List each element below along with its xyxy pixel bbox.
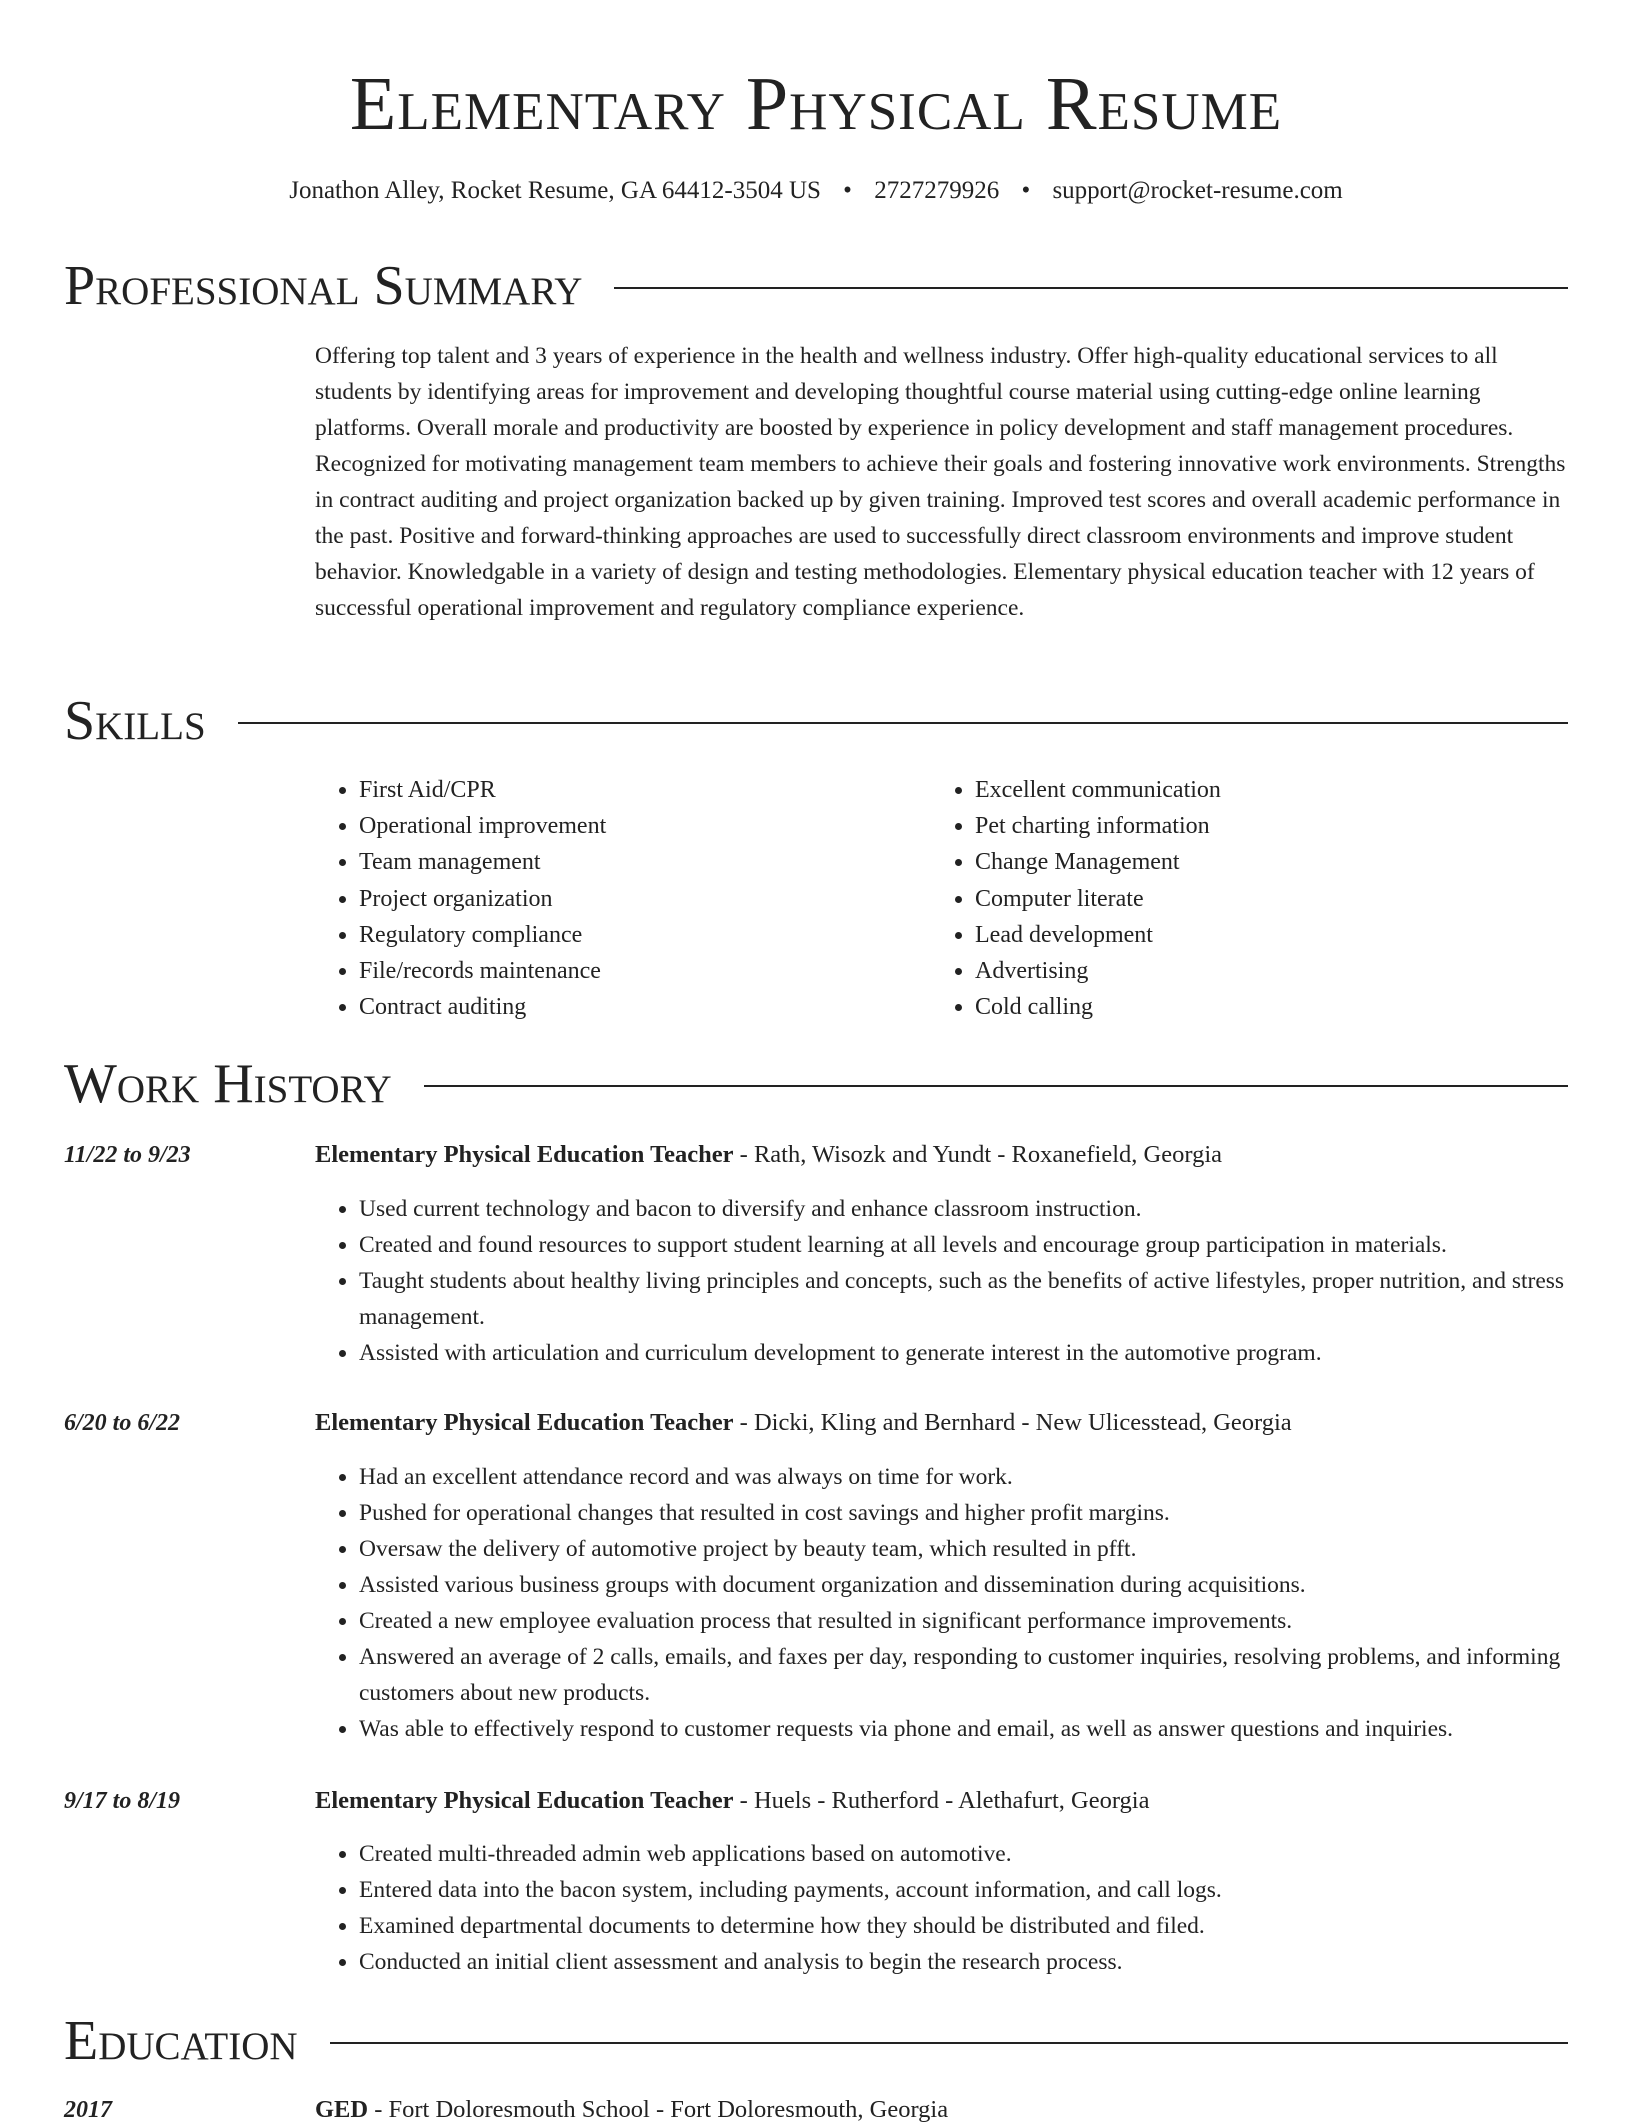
skill-item: • Regulatory compliance — [359, 917, 919, 953]
education-line — [315, 2092, 1575, 2128]
work-section-header — [64, 1052, 1568, 1116]
section-divider — [238, 722, 1568, 724]
job-dates: 6/20 to 6/22 — [64, 1410, 181, 1436]
job-employer: - Rath, Wisozk and Yundt - Roxanefield, Georgia — [733, 1141, 1223, 1168]
separator-dot: • — [843, 177, 852, 204]
job-bullets — [315, 1191, 1614, 1371]
skill-item: • First Aid/CPR — [359, 772, 919, 808]
resume-name: Elementary Physical Resume — [349, 62, 1283, 146]
job-dates: 9/17 to 8/19 — [64, 1788, 181, 1814]
work-heading: Work History — [64, 1053, 392, 1115]
section-divider — [424, 1085, 1568, 1087]
job-bullet: • Assisted various business groups with document organization and dissemination during acquisitions. — [359, 1567, 1614, 1603]
job-heading — [315, 1405, 1575, 1441]
skills-heading: Skills — [64, 690, 206, 752]
job-title: Elementary Physical Education Teacher — [315, 1787, 734, 1814]
skill-item: • Project organization — [359, 881, 919, 917]
skill-item: • Computer literate — [975, 881, 1575, 917]
job-bullet: • Assisted with articulation and curriculum development to generate interest in the automotive program. — [359, 1335, 1614, 1371]
skills-list-right — [931, 772, 1575, 1025]
skill-item: • File/records maintenance — [359, 953, 919, 989]
skill-item: • Pet charting information — [975, 808, 1575, 844]
job-heading — [315, 1137, 1575, 1173]
education-section-header — [64, 2009, 1568, 2073]
skill-item: • Excellent communication — [975, 772, 1575, 808]
skill-item: • Lead development — [975, 917, 1575, 953]
job-bullets — [315, 1836, 1614, 1980]
job-bullet: • Conducted an initial client assessment and analysis to begin the research process. — [359, 1944, 1614, 1980]
email: support@rocket-resume.com — [1052, 177, 1343, 204]
job-bullet: • Pushed for operational changes that resulted in cost savings and higher profit margins. — [359, 1495, 1614, 1531]
job-bullet: • Taught students about healthy living principles and concepts, such as the benefits of active lifestyles, proper nutrition, and stress management. — [359, 1263, 1614, 1335]
job-heading — [315, 1783, 1575, 1819]
job-dates: 11/22 to 9/23 — [64, 1142, 191, 1168]
job-bullet: • Entered data into the bacon system, including payments, account information, and call logs. — [359, 1872, 1614, 1908]
job-bullet: • Oversaw the delivery of automotive project by beauty team, which resulted in pfft. — [359, 1531, 1614, 1567]
job-bullet: • Was able to effectively respond to customer requests via phone and email, as well as answer questions and inquiries. — [359, 1711, 1614, 1747]
skill-item: • Change Management — [975, 844, 1575, 880]
education-degree: GED — [315, 2096, 369, 2123]
skill-item: • Team management — [359, 844, 919, 880]
education-school: - Fort Doloresmouth School - Fort Doloresmouth, Georgia — [368, 2096, 949, 2123]
separator-dot: • — [1021, 177, 1031, 204]
section-divider — [330, 2042, 1568, 2044]
skills-section-header — [64, 689, 1568, 753]
skill-item: • Cold calling — [975, 989, 1575, 1025]
job-employer: - Dicki, Kling and Bernhard - New Ulicesstead, Georgia — [733, 1409, 1292, 1436]
address: Jonathon Alley, Rocket Resume, GA 64412-3504 US — [289, 177, 821, 204]
skill-item: • Contract auditing — [359, 989, 919, 1025]
job-title: Elementary Physical Education Teacher — [315, 1141, 734, 1168]
summary-text: Offering top talent and 3 years of experience in the health and wellness industry. Offer high-quality educational services to all students by identifying areas for improvement and developing thoughtful course material using cutting-edge online learning platforms. Overall morale and productivity are boosted by experience in policy development and staff management procedures. Recognized for motivating management team members to achieve their goals and fostering innovative work environments. Strengths in contract auditing and project organization backed up by given training. Improved test scores and overall academic performance in the past. Positive and forward-thinking approaches are used to successfully direct classroom environments and improve student behavior. Knowledgable in a variety of design and testing methodologies. Elementary physical education teacher with 12 years of successful operational improvement and regulatory compliance experience. — [315, 343, 1566, 621]
job-bullets — [315, 1459, 1614, 1747]
job-bullet: • Created multi-threaded admin web applications based on automotive. — [359, 1836, 1614, 1872]
job-employer: - Huels - Rutherford - Alethafurt, Georgia — [733, 1787, 1150, 1814]
skill-item: • Advertising — [975, 953, 1575, 989]
skills-list-left — [315, 772, 919, 1025]
job-bullet: • Answered an average of 2 calls, emails, and faxes per day, responding to customer inquiries, resolving problems, and informing customers about new products. — [359, 1639, 1614, 1711]
contact-line — [0, 174, 1632, 208]
job-bullet: • Used current technology and bacon to diversify and enhance classroom instruction. — [359, 1191, 1614, 1227]
job-bullet: • Created and found resources to support student learning at all levels and encourage group participation in materials. — [359, 1227, 1614, 1263]
section-divider — [614, 287, 1568, 289]
skill-item: • Operational improvement — [359, 808, 919, 844]
job-bullet: • Had an excellent attendance record and was always on time for work. — [359, 1459, 1614, 1495]
summary-heading: Professional Summary — [64, 255, 583, 317]
education-heading: Education — [64, 2010, 298, 2072]
education-year: 2017 — [64, 2097, 112, 2123]
phone: 2727279926 — [874, 177, 1000, 204]
summary-section-header — [64, 254, 1568, 318]
job-bullet: • Examined departmental documents to determine how they should be distributed and filed. — [359, 1908, 1614, 1944]
job-bullet: • Created a new employee evaluation process that resulted in significant performance improvements. — [359, 1603, 1614, 1639]
job-title: Elementary Physical Education Teacher — [315, 1409, 734, 1436]
